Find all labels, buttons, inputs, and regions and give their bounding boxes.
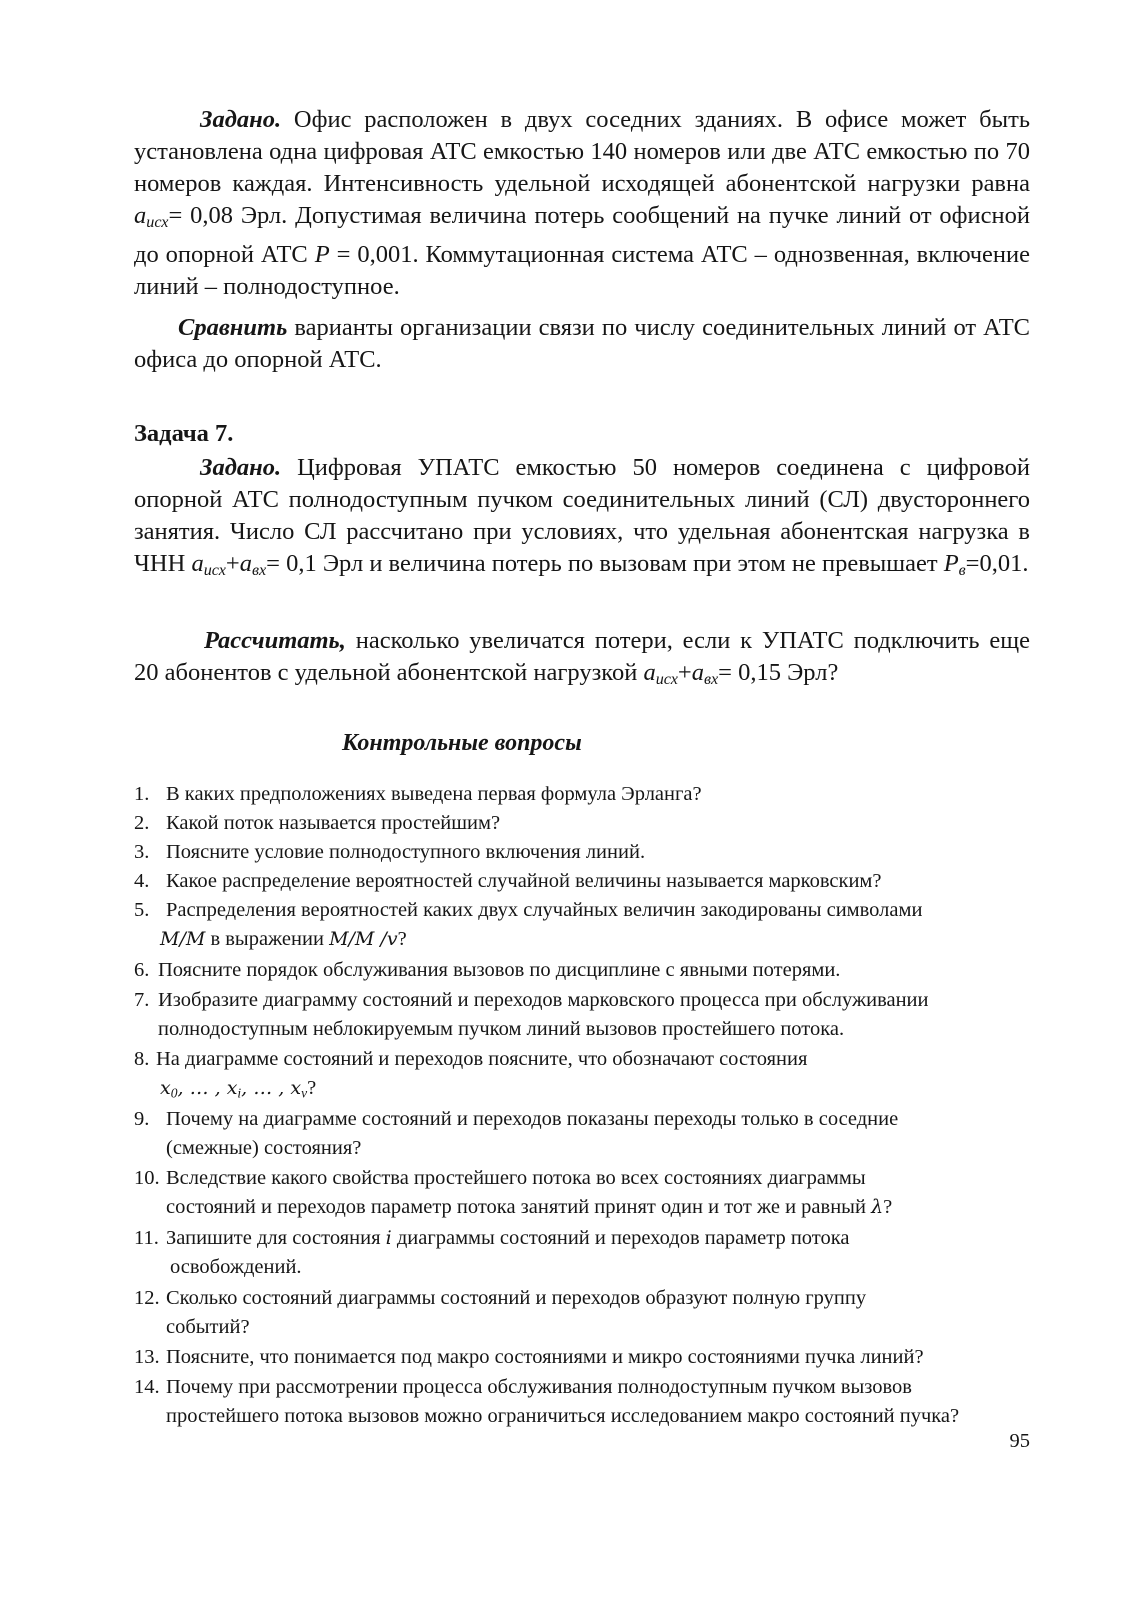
task7-a-in-subscript: вх <box>251 562 267 580</box>
task7-calc-label: Рассчитать, <box>204 627 346 654</box>
task7-calc-text-1: насколько увеличатся потери, если к УПАТС подключить еще 20 абонентов с удельной абонентской нагрузкой <box>134 627 1030 686</box>
question-text: Изобразите диаграмму состояний и переходов марковского процесса при обслуживании <box>158 989 929 1011</box>
question-text: Вследствие какого свойства простейшего потока во всех состояниях диаграммы <box>166 1167 866 1189</box>
page-number: 95 <box>1009 1430 1030 1452</box>
question-14-text-2: простейшего потока вызовов можно ограничиться исследованием макро состояний пучка? <box>166 1404 960 1427</box>
question-number: 14. <box>134 1376 160 1398</box>
question-8-text-3: ? <box>307 1076 317 1099</box>
question-8-sub-i: i <box>237 1084 242 1100</box>
task7-calc-paragraph <box>134 625 1030 696</box>
task7-given-text-2: = 0,1 Эрл и величина потерь по вызовам при этом не превышает <box>266 550 944 577</box>
task7-a-out-subscript: исх <box>203 562 226 580</box>
question-11-math-i: i <box>385 1227 392 1249</box>
question-text: Запишите для состояния <box>166 1227 386 1249</box>
question-text: Распределения вероятностей каких двух случайных величин закодированы символами <box>166 899 923 921</box>
question-5-text-2: в выражении <box>205 927 330 950</box>
task6-given-text-1: Офис расположен в двух соседних зданиях. В офисе может быть установлена одна цифровая АТС емкостью 140 номеров или две АТС емкостью по 70 номеров каждая. Интенсивность удельной исходящей абонентской нагрузки равна <box>134 106 1030 197</box>
question-8-math-x0: x <box>160 1076 171 1099</box>
question-text: Почему на диаграмме состояний и переходов показаны переходы только в соседние <box>166 1108 899 1130</box>
question-5 <box>134 896 1044 953</box>
question-8-sep-2: , … , <box>241 1076 291 1099</box>
question-text: На диаграмме состояний и переходов поясните, что обозначают состояния <box>156 1048 808 1070</box>
question-8-sep-1: , … , <box>177 1076 227 1099</box>
task6-given-paragraph <box>134 104 1030 303</box>
question-number: 3. <box>134 841 150 863</box>
question-8-math-xv: x <box>290 1076 302 1099</box>
task7-calc-plus: + <box>677 659 692 686</box>
question-9-text-2: (смежные) состояния? <box>166 1136 362 1159</box>
question-number: 13. <box>134 1346 160 1368</box>
question-8-sub-0: 0 <box>170 1084 178 1100</box>
task7-calc-text-2: = 0,15 Эрл? <box>718 659 839 686</box>
question-number: 1. <box>134 783 150 805</box>
task7-a-in-symbol: a <box>239 550 252 577</box>
question-7-text-2: полнодоступным неблокируемым пучком линий вызовов простейшего потока. <box>158 1017 845 1040</box>
question-14 <box>134 1373 1044 1430</box>
task7-given-text-3: =0,01. <box>965 550 1029 577</box>
question-number: 4. <box>134 870 150 892</box>
question-text: Сколько состояний диаграммы состояний и переходов образуют полную группу <box>166 1287 867 1309</box>
question-number: 10. <box>134 1167 160 1189</box>
question-number: 9. <box>134 1108 150 1130</box>
control-questions-title: Контрольные вопросы <box>342 730 582 756</box>
question-8-sub-v: v <box>301 1084 308 1100</box>
question-number: 6. <box>134 959 150 981</box>
question-text: Поясните, что понимается под макро состояниями и микро состояниями пучка линий? <box>166 1346 924 1368</box>
task7-a-out-symbol: a <box>191 550 204 577</box>
question-2 <box>134 809 1044 838</box>
question-10-text-2: состояний и переходов параметр потока занятий принят один и тот же и равный <box>166 1195 872 1218</box>
question-6 <box>134 956 1044 985</box>
question-11-text-3: освобождений. <box>170 1255 302 1278</box>
task7-title: Задача 7. <box>134 420 234 447</box>
task6-a-symbol: a <box>134 202 147 229</box>
task7-given-text-1: Цифровая УПАТС емкостью 50 номеров соединена с цифровой опорной АТС полнодоступным пучком соединительных линий (СЛ) двустороннего занятия. Число СЛ рассчитано при условиях, что удельная абонентская нагрузка в ЧНН <box>134 454 1030 577</box>
question-text: В каких предположениях выведена первая формула Эрланга? <box>166 783 702 805</box>
question-number: 12. <box>134 1287 160 1309</box>
question-number: 11. <box>134 1227 159 1249</box>
question-3 <box>134 838 1044 867</box>
task6-given-label: Задано. <box>200 106 282 133</box>
question-10-text-3: ? <box>883 1195 893 1218</box>
task7-plus: + <box>225 550 240 577</box>
question-text: Какое распределение вероятностей случайной величины называется марковским? <box>166 870 882 892</box>
task7-calc-a-in-symbol: a <box>691 659 704 686</box>
question-text: Поясните условие полнодоступного включения линий. <box>166 841 646 863</box>
question-11-text-2: диаграммы состояний и переходов параметр потока <box>391 1227 850 1249</box>
question-text: Поясните порядок обслуживания вызовов по дисциплине с явными потерями. <box>158 959 841 981</box>
task6-compare-paragraph <box>134 312 1030 376</box>
task6-a-subscript: исх <box>146 214 169 232</box>
question-12-text-2: событий? <box>166 1315 250 1338</box>
question-13 <box>134 1343 1044 1372</box>
question-7 <box>134 986 1044 1043</box>
question-5-text-3: ? <box>397 927 407 950</box>
question-8 <box>134 1045 1044 1107</box>
question-12 <box>134 1284 1044 1341</box>
question-text: Почему при рассмотрении процесса обслуживания полнодоступным пучком вызовов <box>166 1376 912 1398</box>
task6-compare-label: Сравнить <box>178 314 288 341</box>
question-4 <box>134 867 1044 896</box>
task7-given-label: Задано. <box>200 454 282 481</box>
task6-given-text-2: = 0,08 Эрл. Допустимая величина потерь сообщений на пучке линий от офисной до опорной АТС <box>134 202 1030 269</box>
question-text: Какой поток называется простейшим? <box>166 812 501 834</box>
question-11 <box>134 1224 1044 1281</box>
task7-calc-a-out-subscript: исх <box>655 671 678 689</box>
question-1 <box>134 780 1044 809</box>
task6-compare-text: варианты организации связи по числу соединительных линий от АТС офиса до опорной АТС. <box>134 314 1030 373</box>
question-10 <box>134 1164 1044 1221</box>
question-number: 8. <box>134 1048 150 1070</box>
question-8-math-xi: x <box>226 1076 238 1099</box>
task7-p-subscript: в <box>958 562 966 580</box>
question-5-math-mm: M/M <box>160 927 206 950</box>
question-9 <box>134 1105 1044 1162</box>
question-10-math-lambda: λ <box>871 1195 884 1218</box>
task7-p-symbol: P <box>943 550 959 577</box>
task7-calc-a-out-symbol: a <box>643 659 656 686</box>
task6-given-text-3: = 0,001. Коммутационная система АТС – однозвенная, включение линий – полнодоступное. <box>134 241 1030 301</box>
question-number: 7. <box>134 989 150 1011</box>
task6-p-symbol: P <box>314 241 330 269</box>
task7-calc-a-in-subscript: вх <box>703 671 719 689</box>
question-number: 2. <box>134 812 150 834</box>
question-number: 5. <box>134 899 150 921</box>
question-5-math-mmv: M/M /v <box>329 927 398 950</box>
task7-given-paragraph <box>134 452 1030 587</box>
